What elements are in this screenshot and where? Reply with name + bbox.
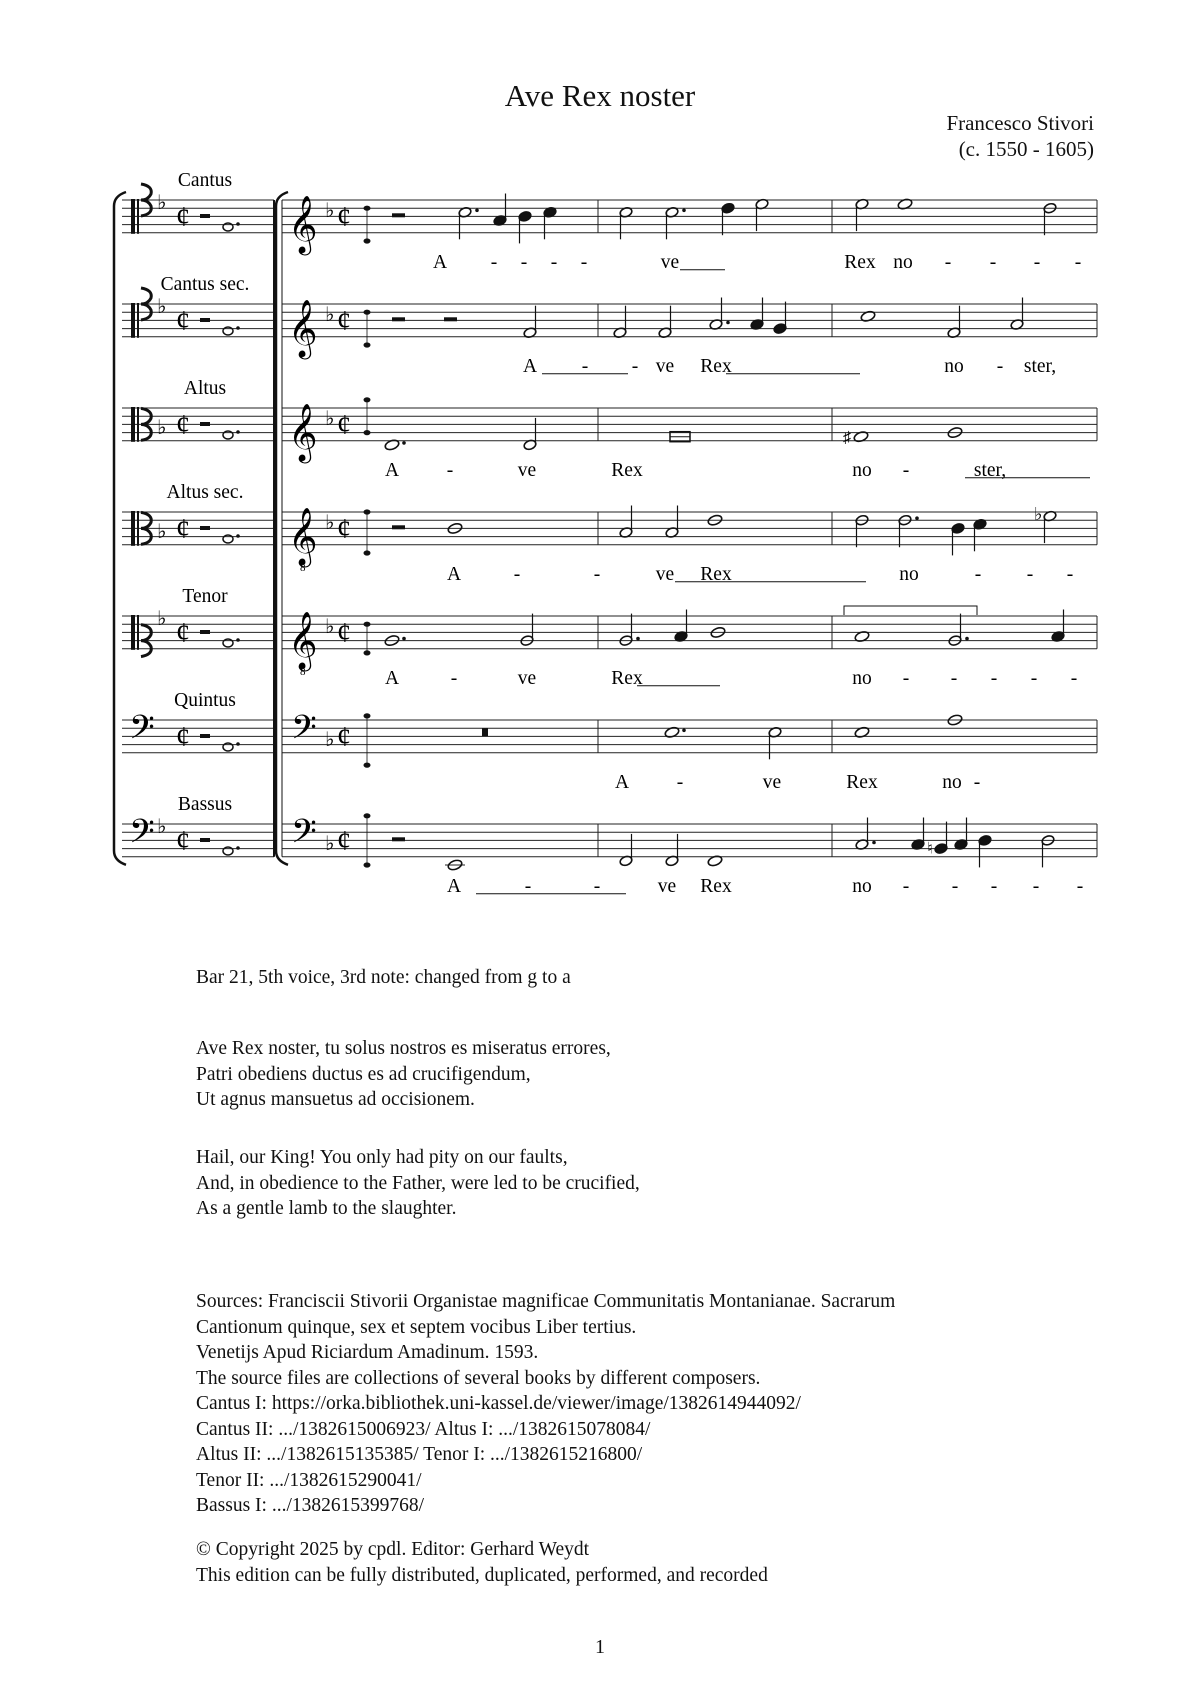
staff-3 [122,378,1097,481]
english-line: And, in obedience to the Father, were led to be crucified, [196,1172,640,1194]
sources-line: The source files are collections of several books by different composers. [196,1367,761,1389]
lyric-syllable: Rex [700,355,732,377]
bass-clef-icon: 𝄢 [129,709,155,754]
incipit-rest [200,214,210,218]
lyric-syllable: - [1066,563,1074,585]
lyric-syllable: ster, [973,459,1007,481]
octave-mark: 8 [300,561,306,574]
score-system [0,150,1200,900]
lyric-syllable: ve [657,875,677,897]
dot [682,729,686,733]
cut-time-icon: ¢ [176,202,190,233]
sources-line: Cantus II: .../1382615006923/ Altus I: .../1382615078084/ [196,1418,651,1440]
half-rest [392,525,405,529]
cut-time-icon: ¢ [176,514,190,545]
voice-name: Tenor [182,586,228,607]
lyric-syllable: A [614,771,630,793]
lyric-syllable: - [902,459,910,481]
lyric-syllable: Rex [611,667,643,689]
flat-icon: ♭ [157,417,167,439]
lyric-syllable: A [446,875,462,897]
lyric-syllable: - [593,563,601,585]
treble-clef-icon: 𝄞 [288,611,318,668]
incipit-dot [236,534,240,538]
cut-time-icon: ¢ [337,306,351,337]
bass-clef-icon: 𝄢 [291,709,317,754]
half-rest [392,837,405,841]
copyright-line: This edition can be fully distributed, duplicated, performed, and recorded [196,1564,768,1586]
english-line: Hail, our King! You only had pity on our faults, [196,1147,568,1168]
lyric-syllable: ster, [1023,355,1057,377]
dot [726,321,730,325]
c-clef-icon [131,615,135,650]
c-clef-bar [137,511,139,546]
voice-name: Altus sec. [166,482,244,503]
lyric-syllable: - [1033,251,1041,273]
sources-line: Bassus I: .../1382615399768/ [196,1495,425,1516]
dot [402,637,406,641]
flat-icon: ♭ [157,296,167,318]
flat-icon: ♭ [325,616,335,638]
lyric-syllable: - [973,771,981,793]
lyric-syllable: - [1070,667,1078,689]
lyric-syllable: - [581,355,589,377]
lyric-syllable: - [524,875,532,897]
incipit-rest [200,838,210,842]
voice-name: Cantus sec. [160,274,250,295]
sources-block [196,1289,895,1519]
lyric-syllable: - [450,667,458,689]
lyric-syllable: - [1076,875,1084,897]
cut-time-icon: ¢ [337,410,351,441]
copyright-block [196,1537,768,1588]
cut-time-icon: ¢ [337,514,351,545]
lyric-syllable: - [902,875,910,897]
cut-time-icon: ¢ [337,618,351,649]
c-clef-icon [131,199,135,234]
page-number: 1 [595,1636,605,1658]
half-rest [444,317,457,321]
incipit-dot [236,742,240,746]
lyric-syllable: - [1032,875,1040,897]
dot [682,209,686,213]
lyric-syllable: - [676,771,684,793]
lyric-syllable: no [893,251,913,273]
treble-clef-icon: 𝄞 [288,299,318,356]
lyric-syllable: no [852,875,872,897]
staff-4 [122,482,1097,585]
dot [872,841,876,845]
flat-icon: ♭ [325,512,335,534]
lyric-syllable: - [990,667,998,689]
natural-icon: ♮ [927,840,933,858]
incipit-dot [236,222,240,226]
lyric-syllable: - [951,875,959,897]
piece-title: Ave Rex noster [504,78,696,113]
lyric-syllable: Rex [700,563,732,585]
flat-icon: ♭ [325,833,335,855]
c-clef-bar [137,615,139,650]
treble-clef-icon: 𝄞 [288,403,318,460]
incipit-dot [236,638,240,642]
latin-line: Patri obediens ductus es ad crucifigendum, [196,1063,531,1085]
dot [636,637,640,641]
staff-1 [122,170,1097,273]
treble-clef-icon: 𝄞 [288,507,318,564]
editorial-note [196,965,571,991]
lyric-syllable: ve [762,771,782,793]
lyric-syllable: ve [517,667,537,689]
lyric-syllable: - [974,563,982,585]
incipit-rest [200,734,210,738]
change-note: Bar 21, 5th voice, 3rd note: changed from g to a [196,967,571,988]
lyric-syllable: - [989,251,997,273]
flat-icon: ♭ [1034,504,1043,525]
voice-name: Bassus [177,794,233,815]
incipit-dot [236,430,240,434]
english-text [196,1145,640,1222]
cut-time-icon: ¢ [176,826,190,857]
flat-icon: ♭ [157,192,167,214]
lyric-syllable: - [950,667,958,689]
staff-2 [122,274,1097,377]
sources-line: Cantionum quinque, sex et septem vocibus Liber tertius. [196,1316,637,1338]
lyric-syllable: Rex [700,875,732,897]
staff-5 [122,586,1097,689]
lyric-syllable: no [942,771,962,793]
flat-icon: ♭ [157,816,167,838]
latin-text [196,1036,611,1113]
lyric-syllable: - [990,875,998,897]
flat-icon: ♭ [325,304,335,326]
c-clef-icon [131,511,135,546]
voice-name: Cantus [177,170,233,191]
c-clef-bar [137,407,139,442]
lyric-syllable: A [522,355,538,377]
half-rest [392,317,405,321]
incipit-rest [200,526,210,530]
lyric-syllable: ve [655,355,675,377]
c-clef-icon [131,303,135,338]
cut-time-icon: ¢ [337,826,351,857]
cut-time-icon: ¢ [176,618,190,649]
lyric-syllable: ve [660,251,680,273]
sources-line: Sources: Franciscii Stivorii Organistae magnificae Communitatis Montanianae. Sacrarum [196,1291,896,1312]
octave-mark: 8 [300,665,306,678]
c-clef-bar [137,303,139,338]
english-line: As a gentle lamb to the slaughter. [196,1198,457,1219]
lyric-syllable: - [446,459,454,481]
cut-time-icon: ¢ [176,410,190,441]
lyric-syllable: - [490,251,498,273]
lyric-syllable: Rex [844,251,876,273]
voice-name: Quintus [174,690,236,711]
lyric-syllable: A [384,459,400,481]
lyric-syllable: - [1074,251,1082,273]
ligature-bracket [844,606,977,615]
lyric-syllable: - [996,355,1004,377]
incipit-rest [200,318,210,322]
lyric-syllable: - [1026,563,1034,585]
sources-line: Venetijs Apud Riciardum Amadinum. 1593. [196,1342,539,1363]
cut-time-icon: ¢ [337,202,351,233]
lyric-syllable: Rex [611,459,643,481]
lyric-syllable: no [944,355,964,377]
lyric-syllable: no [852,459,872,481]
flat-icon: ♭ [157,521,167,543]
treble-clef-icon: 𝄞 [288,195,318,252]
incipit-dot [236,326,240,330]
lyric-syllable: - [631,355,639,377]
cut-time-icon: ¢ [176,306,190,337]
lyric-syllable: no [852,667,872,689]
incipit-rest [200,422,210,426]
lyric-syllable: ve [517,459,537,481]
cut-time-icon: ¢ [176,722,190,753]
lyric-syllable: - [513,563,521,585]
lyric-syllable: - [1030,667,1038,689]
sharp-icon: ♯ [843,429,851,447]
lyric-syllable: Rex [846,771,878,793]
copyright-line: © Copyright 2025 by cpdl. Editor: Gerhard Weydt [196,1539,590,1560]
voice-name: Altus [183,378,227,399]
cut-time-icon: ¢ [337,722,351,753]
sources-line: Altus II: .../1382615135385/ Tenor I: .../1382615216800/ [196,1444,643,1465]
latin-line: Ave Rex noster, tu solus nostros es miseratus errores, [196,1038,611,1059]
lyric-syllable: - [520,251,528,273]
bass-clef-icon: 𝄢 [129,813,155,858]
breve-rest [482,728,488,736]
flat-icon: ♭ [325,408,335,430]
lyric-syllable: - [550,251,558,273]
staff-7 [122,794,1097,897]
staff-6 [122,690,1097,793]
lyric-syllable: A [432,251,448,273]
flat-icon: ♭ [325,729,335,751]
bass-clef-icon: 𝄢 [291,813,317,858]
dot [475,209,479,213]
lyric-syllable: - [593,875,601,897]
sources-line: Cantus I: https://orka.bibliothek.uni-kassel.de/viewer/image/1382614944092/ [196,1393,801,1414]
latin-line: Ut agnus mansuetus ad occisionem. [196,1089,475,1110]
composer-dates: (c. 1550 - 1605) [958,137,1094,161]
c-clef-bar [137,199,139,234]
c-clef-icon [131,407,135,442]
lyric-syllable: - [580,251,588,273]
flat-icon: ♭ [157,608,167,630]
flat-icon: ♭ [325,200,335,222]
composer-name: Francesco Stivori [946,111,1094,135]
lyric-syllable: - [944,251,952,273]
lyric-syllable: no [899,563,919,585]
dot [965,637,969,641]
lyric-syllable: A [384,667,400,689]
half-rest [392,213,405,217]
lyric-syllable: - [902,667,910,689]
incipit-rest [200,630,210,634]
sources-line: Tenor II: .../1382615290041/ [196,1469,422,1491]
dot [402,441,406,445]
dot [915,516,919,520]
lyric-syllable: ve [655,563,675,585]
incipit-dot [236,846,240,850]
lyric-syllable: A [446,563,462,585]
